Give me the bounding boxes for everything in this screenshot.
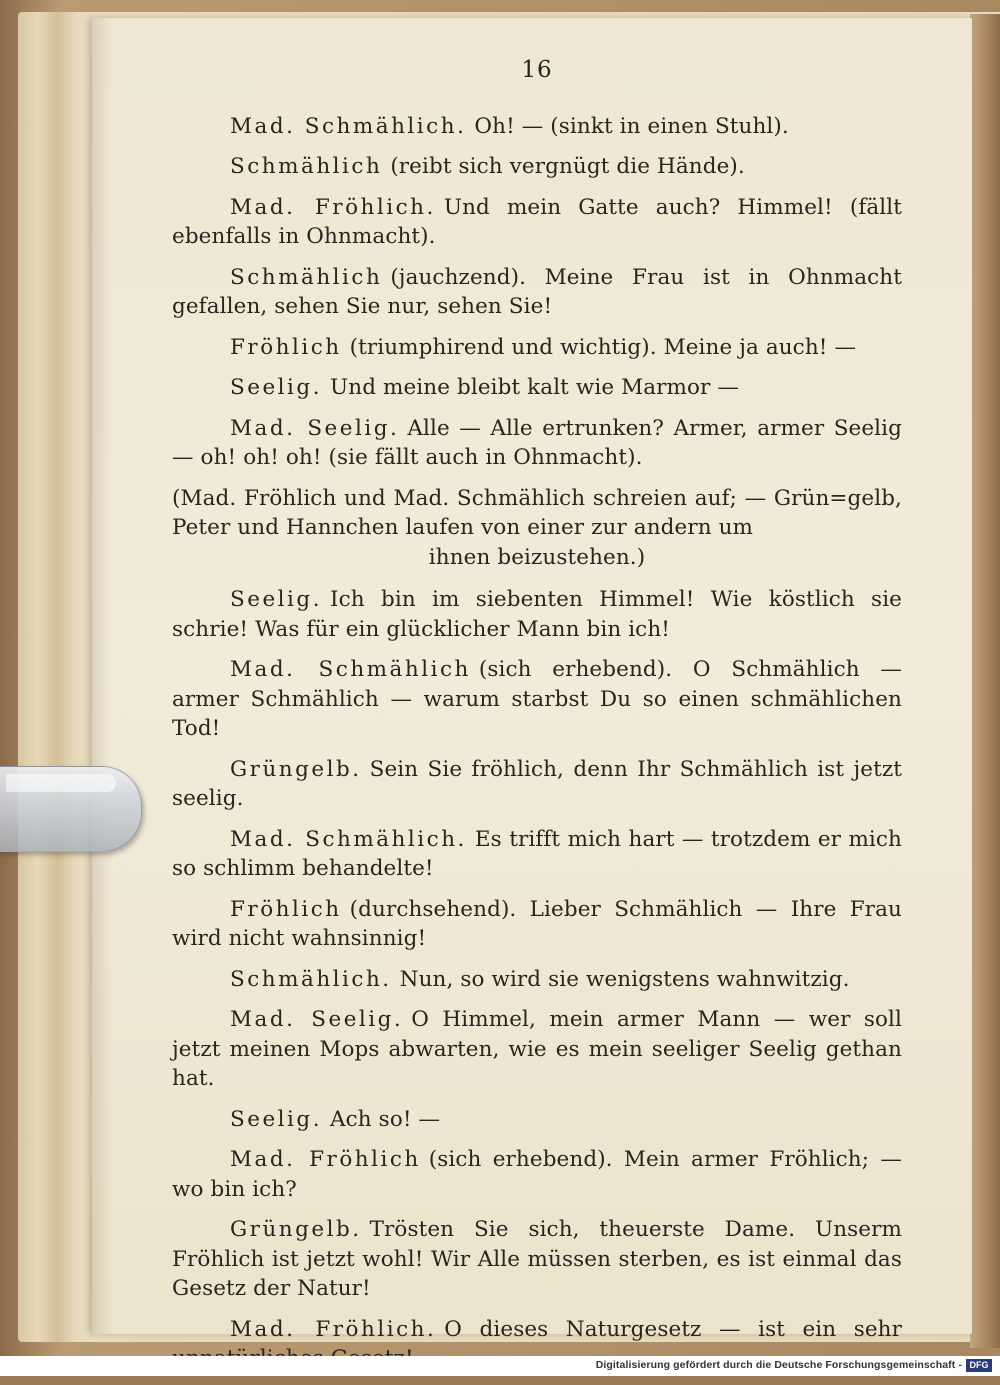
stage-direction-last-line: ihnen beizustehen.) xyxy=(428,544,646,570)
dialogue-line xyxy=(172,263,902,322)
dialogue-text: Ach so! — xyxy=(330,1106,441,1132)
speaker-name: Mad. Seelig. xyxy=(230,415,400,441)
dialogue-text: Und mein Gatte auch? Himmel! (fällt ebenfalls in Ohnmacht). xyxy=(172,194,902,249)
speaker-name: Grüngelb. xyxy=(230,756,362,782)
page-text xyxy=(172,56,902,1385)
speaker-name: Mad. Fröhlich. xyxy=(230,1316,437,1342)
dialogue-text: (jauchzend). Meine Frau ist in Ohnmacht gefallen, sehen Sie nur, sehen Sie! xyxy=(172,264,902,319)
speaker-name: Seelig. xyxy=(230,1106,323,1132)
dialogue-text: Es trifft mich hart — trotzdem er mich so schlimm behandelte! xyxy=(172,826,902,881)
dialogue-line xyxy=(172,1105,902,1135)
speaker-name: Mad. Schmählich xyxy=(230,657,471,682)
page-number: 16 xyxy=(521,57,553,83)
dialogue-line xyxy=(172,152,902,182)
dialogue-line xyxy=(172,373,902,403)
dialogue-text: Alle — Alle ertrunken? Armer, armer Seelig — oh! oh! oh! (sie fällt auch in Ohnmacht). xyxy=(172,415,902,470)
dialogue-line xyxy=(172,112,902,142)
speaker-name: Seelig. xyxy=(230,587,323,612)
dialogue-line xyxy=(172,895,902,954)
speaker-name: Mad. Schmählich. xyxy=(230,826,467,852)
dialogue-line xyxy=(172,333,902,363)
speaker-name: Schmählich. xyxy=(230,966,392,992)
speaker-name: Fröhlich xyxy=(230,334,342,360)
stage-direction-text: (Mad. Fröhlich und Mad. Schmählich schreien auf; — Grün=gelb, Peter und Hannchen laufen von einer zur andern um xyxy=(172,485,902,540)
speaker-name: Mad. Fröhlich xyxy=(230,1147,421,1172)
dialogue-text: (triumphirend und wichtig). Meine ja auch! — xyxy=(349,334,857,360)
dialogue-line xyxy=(172,193,902,252)
dialogue-line xyxy=(172,825,902,884)
dialogue-line xyxy=(172,1215,902,1304)
speaker-name: Mad. Fröhlich. xyxy=(230,194,436,220)
dialogue-text: (durchsehend). Lieber Schmählich — Ihre Frau wird nicht wahnsinnig! xyxy=(172,896,902,951)
dialogue-text: Nun, so wird sie wenigstens wahnwitzig. xyxy=(399,966,850,992)
speaker-name: Schmählich xyxy=(230,154,383,179)
speaker-name: Grüngelb. xyxy=(230,1217,362,1242)
dialogue-text: (sich erhebend). Mein armer Fröhlich; — wo bin ich? xyxy=(172,1147,902,1202)
dialogue-text: (reibt sich vergnügt die Hände). xyxy=(390,154,745,179)
dialogue-text: Und meine bleibt kalt wie Marmor — xyxy=(330,375,739,400)
dialogue-line xyxy=(172,965,902,995)
dialogue-line xyxy=(172,414,902,473)
stage-direction xyxy=(172,484,902,573)
page-clip-highlight xyxy=(6,774,116,792)
dialogue-text: (sich erhebend). O Schmählich — armer Schmählich — warum starbst Du so einen schmählichen Tod! xyxy=(172,657,902,741)
dialogue-line xyxy=(172,655,902,744)
dialogue-text: Sein Sie fröhlich, denn Ihr Schmählich ist jetzt seelig. xyxy=(172,756,902,811)
dialogue-text: Oh! — (sinkt in einen Stuhl). xyxy=(474,113,789,139)
page-gutter-shadow xyxy=(92,18,112,1334)
footer-credit: Digitalisierung gefördert durch die Deutsche Forschungsgemeinschaft - xyxy=(595,1359,962,1371)
speaker-name: Mad. Seelig. xyxy=(230,1007,404,1032)
speaker-name: Seelig. xyxy=(230,375,323,400)
dialogue-text: O Himmel, mein armer Mann — wer soll jetzt meinen Mops abwarten, wie es mein seeliger Seelig gethan hat. xyxy=(172,1007,902,1091)
dialogue-text: O dieses Naturgesetz — ist ein sehr xyxy=(444,1316,902,1342)
book-right-edge xyxy=(970,14,1000,1348)
dialogue-text: Trösten Sie sich, theuerste Dame. Unserm Fröhlich ist jetzt wohl! Wir Alle müssen sterben, es ist einmal das Gesetz der Natur! xyxy=(172,1217,902,1301)
dfg-logo-icon: DFG xyxy=(966,1359,992,1372)
dialogue-line xyxy=(172,585,902,644)
dialogue-text: Ich bin im siebenten Himmel! Wie köstlich sie schrie! Was für ein glücklicher Mann bin ich! xyxy=(172,587,902,642)
dialogue-line xyxy=(172,1145,902,1204)
dialogue-line xyxy=(172,755,902,814)
dialogue-line xyxy=(172,1005,902,1094)
speaker-name: Mad. Schmählich. xyxy=(230,113,467,139)
speaker-name: Schmählich xyxy=(230,264,383,290)
speaker-name: Fröhlich xyxy=(230,896,342,922)
